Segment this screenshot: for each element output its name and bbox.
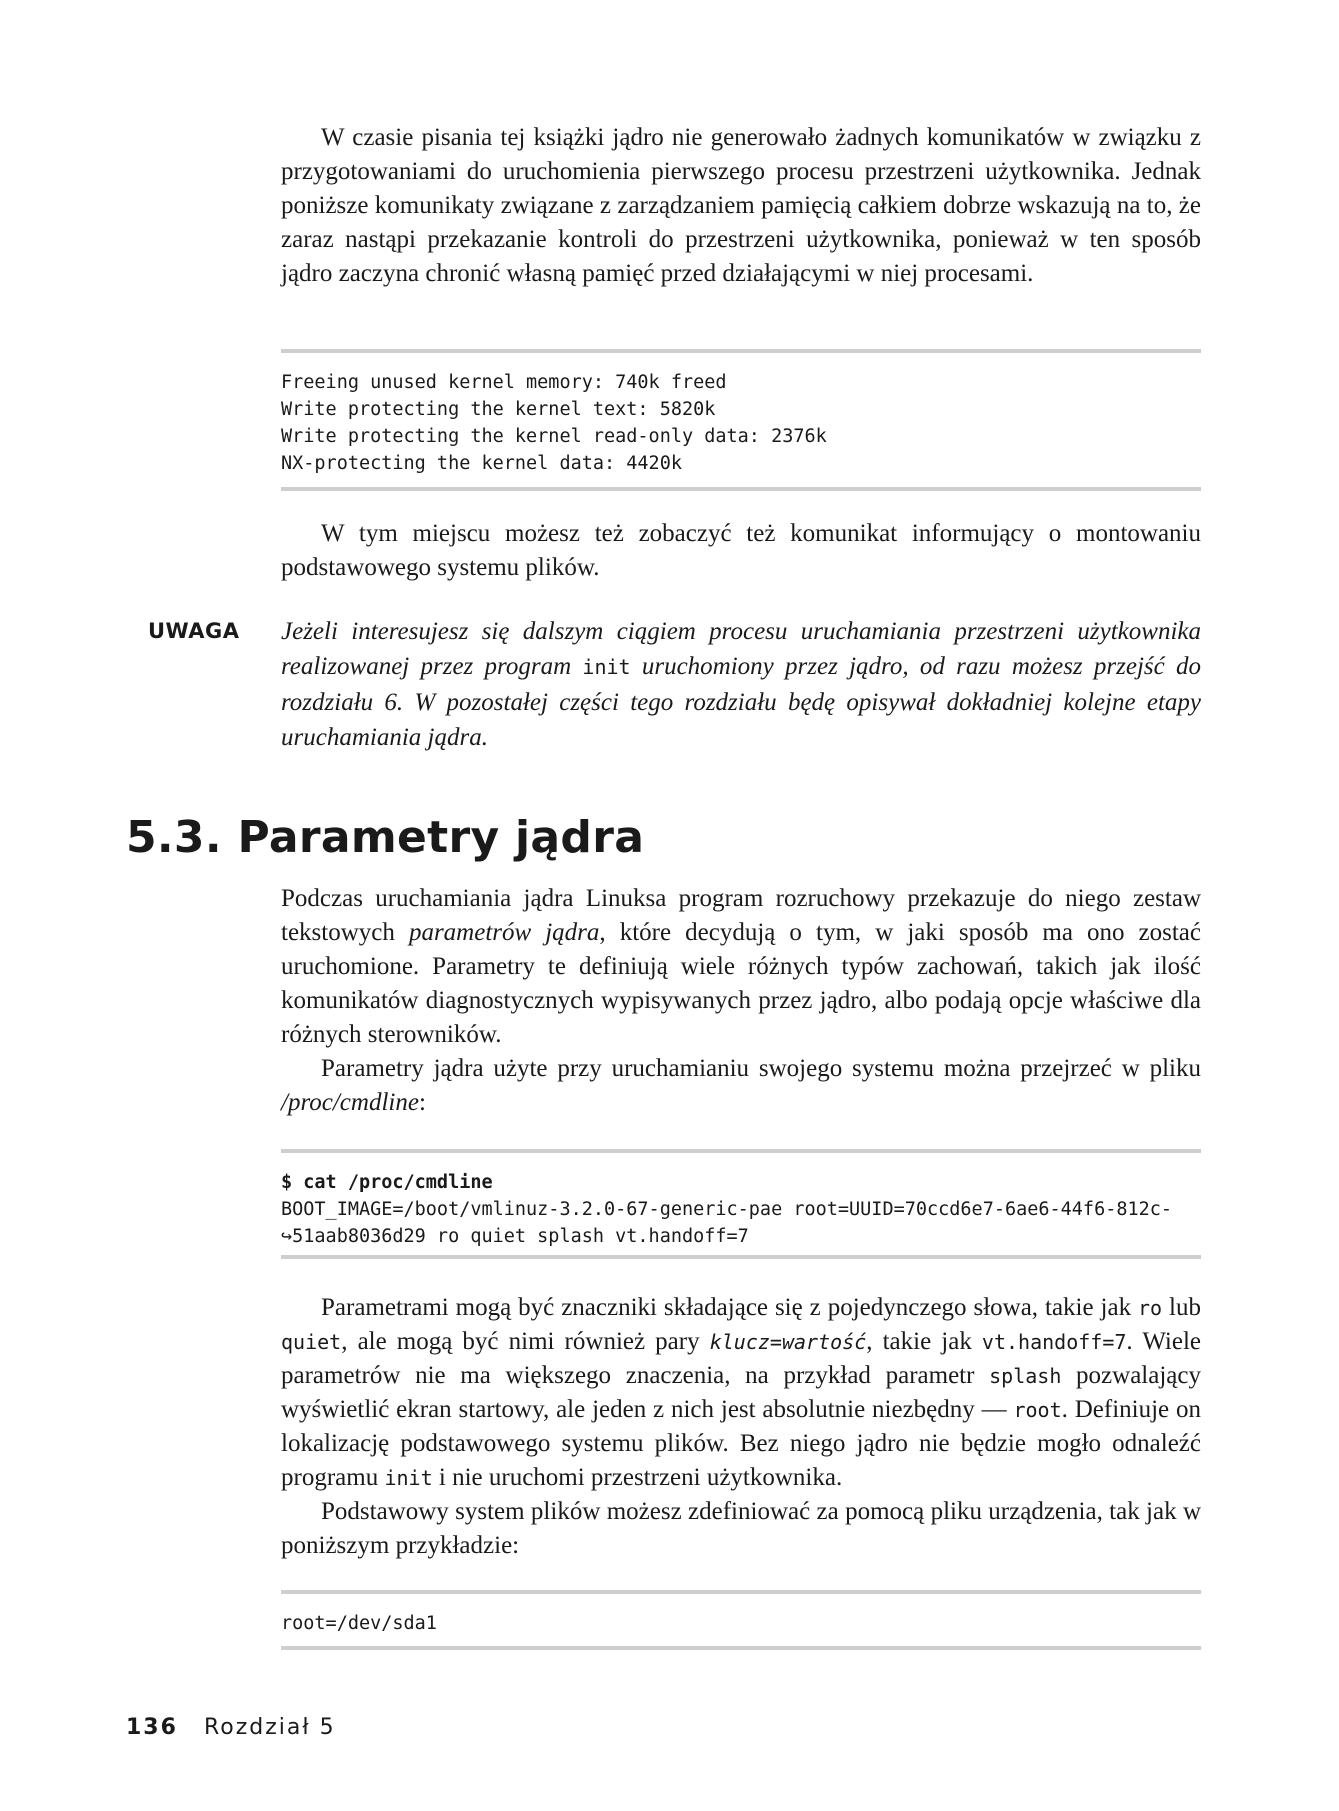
paragraph-param-types — [281, 1291, 1201, 1563]
page-number: 136 — [126, 1715, 178, 1740]
note-label: UWAGA — [148, 619, 240, 643]
inline-code: klucz=wartość — [709, 1330, 867, 1354]
paragraph-text: Parametrami mogą być znaczniki składające się z pojedynczego słowa, takie jak ro lub quiet, ale mogą być nimi również pary klucz=wartość, takie jak vt.handoff=7. Wiele parametrów nie ma większego znaczenia, na przykład parametr splash pozwalający wyświetlić ekran startowy, ale jeden z nich jest absolutnie niezbędny — root. Definiuje on lokalizację podstawowego systemu plików. Bez niego jądro nie będzie mogło odnaleźć programu init i nie uruchomi przestrzeni użytkownika. — [281, 1294, 1201, 1491]
paragraph-intro — [281, 121, 1201, 291]
code-line: NX-protecting the kernel data: 4420k — [281, 453, 682, 474]
inline-code: vt.handoff=7 — [981, 1330, 1127, 1354]
file-path: /proc/cmdline — [281, 1089, 419, 1116]
paragraph-mount — [281, 517, 1201, 585]
paragraph-kernel-params — [281, 882, 1201, 1120]
code-block-cmdline — [281, 1149, 1201, 1259]
code-line: BOOT_IMAGE=/boot/vmlinuz-3.2.0-67-generic-pae root=UUID=70ccd6e7-6ae6-44f6-812c- — [281, 1199, 1173, 1220]
code-command: $ cat /proc/cmdline — [281, 1172, 493, 1193]
page-footer — [126, 1715, 336, 1740]
paragraph-text: Parametry jądra użyte przy uruchamianiu swojego systemu można przejrzeć w pliku /proc/cmdline: — [281, 1055, 1201, 1116]
paragraph-text: Podczas uruchamiania jądra Linuksa program rozruchowy przekazuje do niego zestaw tekstowych parametrów jądra, które decydują o tym, w jaki sposób ma ono zostać uruchomione. Parametry te definiują wiele różnych typów zachowań, takich jak ilość komunikatów diagnostycznych wypisywanych przez jądro, albo podają opcje właściwe dla różnych sterowników. — [281, 885, 1202, 1048]
inline-code: quiet — [281, 1330, 342, 1354]
section-heading: 5.3. Parametry jądra — [126, 812, 645, 863]
inline-code: init — [582, 655, 631, 679]
paragraph-text: W czasie pisania tej książki jądro nie generowało żadnych komunikatów w związku z przygotowaniami do uruchomienia pierwszego procesu przestrzeni użytkownika. Jednak poniższe komunikaty związane z zarządzaniem pamięcią całkiem dobrze wskazują na to, że zaraz nastąpi przekazanie kontroli do przestrzeni użytkownika, ponieważ w ten sposób jądro zaczyna chronić własną pamięć przed działającymi w niej procesami. — [281, 124, 1201, 287]
paragraph-text: Podstawowy system plików możesz zdefiniować za pomocą pliku urządzenia, tak jak w poniższym przykładzie: — [281, 1498, 1201, 1559]
code-line: Write protecting the kernel read-only data: 2376k — [281, 426, 827, 447]
paragraph-text: W tym miejscu możesz też zobaczyć też komunikat informujący o montowaniu podstawowego systemu plików. — [281, 520, 1201, 581]
code-line: Write protecting the kernel text: 5820k — [281, 399, 716, 420]
inline-code: root — [1013, 1398, 1062, 1422]
emphasis: parametrów jądra — [408, 919, 600, 946]
inline-code: splash — [989, 1364, 1062, 1388]
inline-code: ro — [1138, 1296, 1163, 1320]
inline-code: init — [384, 1466, 433, 1490]
note-text: Jeżeli interesujesz się dalszym ciągiem procesu uruchamiania przestrzeni użytkownika realizowanej przez program init uruchomiony przez jądro, od razu możesz przejść do rozdziału 6. W pozostałej części tego rozdziału będę opisywał dokładniej kolejne etapy uruchamiania jądra. — [281, 618, 1202, 751]
code-block-root — [281, 1590, 1201, 1650]
chapter-label: Rozdział 5 — [203, 1715, 336, 1740]
code-line: ↪51aab8036d29 ro quiet splash vt.handoff=7 — [281, 1226, 749, 1247]
code-line: Freeing unused kernel memory: 740k freed — [281, 372, 727, 393]
code-block-kernel-messages — [281, 349, 1201, 491]
code-line: root=/dev/sda1 — [281, 1613, 437, 1634]
